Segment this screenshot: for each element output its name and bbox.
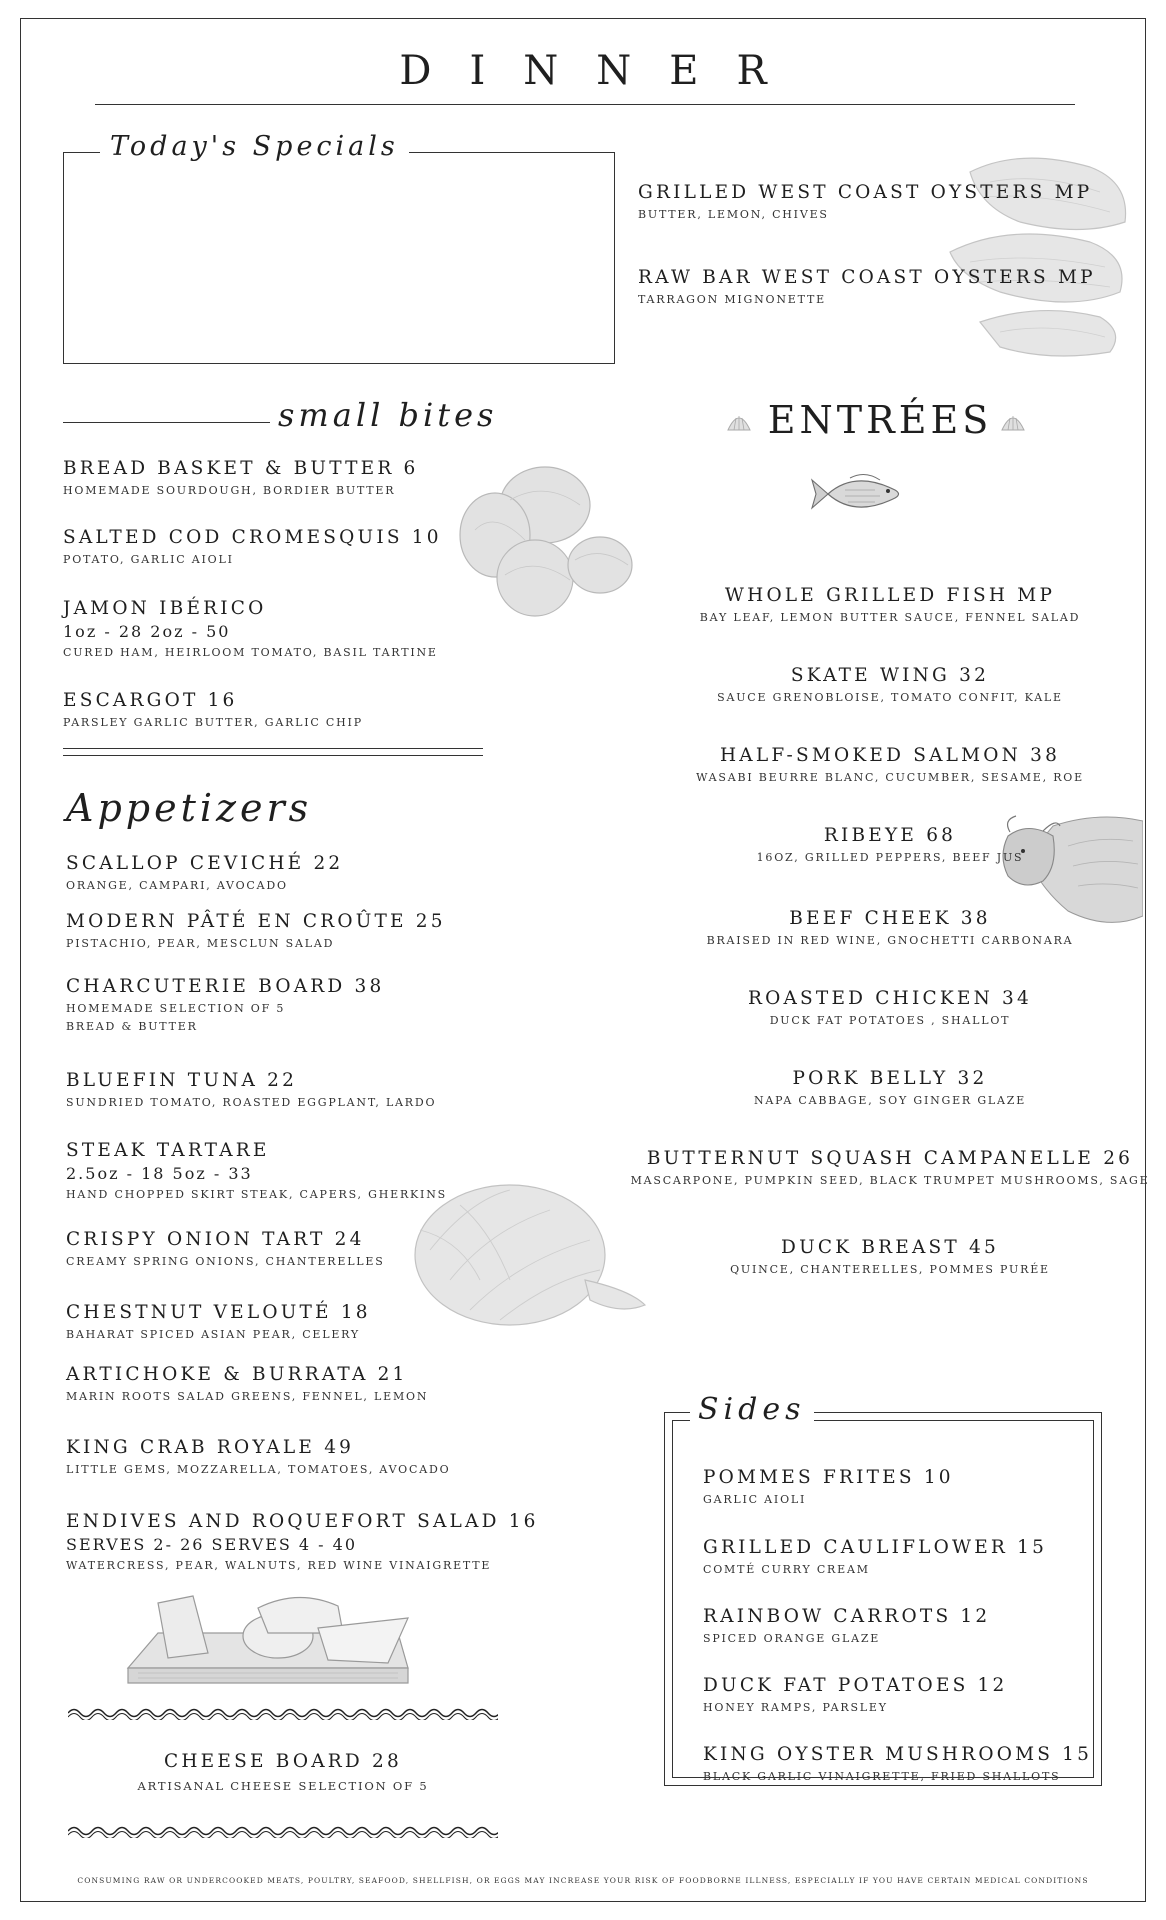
entree-name: SKATE WING 32 — [790, 665, 990, 686]
appetizer-name: ARTICHOKE & BURRATA 21 — [66, 1364, 408, 1385]
oyster-item-desc: TARRAGON MIGNONETTE — [638, 293, 826, 306]
fish-illustration-icon — [810, 466, 920, 522]
wave-divider — [68, 1706, 498, 1720]
entrees-title: ENTRÉES — [767, 398, 993, 442]
entree-name: HALF-SMOKED SALMON 38 — [719, 745, 1061, 766]
entree-desc: BAY LEAF, LEMON BUTTER SAUCE, FENNEL SALAD — [699, 611, 1081, 624]
appetizer-name: CHARCUTERIE BOARD 38 — [66, 976, 385, 997]
small-bite-name: BREAD BASKET & BUTTER 6 — [63, 458, 419, 479]
side-name: KING OYSTER MUSHROOMS 15 — [703, 1744, 1093, 1765]
small-bites-double-rule — [63, 748, 483, 756]
appetizer-name: KING CRAB ROYALE 49 — [66, 1437, 355, 1458]
title-rule — [95, 104, 1075, 105]
appetizer-name: STEAK TARTARE — [66, 1140, 270, 1161]
specials-box — [63, 152, 615, 364]
side-name: GRILLED CAULIFLOWER 15 — [703, 1537, 1048, 1558]
entree-desc: NAPA CABBAGE, SOY GINGER GLAZE — [753, 1094, 1027, 1107]
entree-desc: WASABI BEURRE BLANC, CUCUMBER, SESAME, ROE — [696, 771, 1084, 784]
small-bite-desc: PARSLEY GARLIC BUTTER, GARLIC CHIP — [63, 716, 363, 729]
entree-desc: MASCARPONE, PUMPKIN SEED, BLACK TRUMPET MUSHROOMS, SAGE — [630, 1174, 1150, 1187]
small-bite-name: SALTED COD CROMESQUIS 10 — [63, 527, 442, 548]
appetizer-desc: ORANGE, CAMPARI, AVOCADO — [66, 879, 288, 892]
side-desc: BLACK GARLIC VINAIGRETTE, FRIED SHALLOTS — [703, 1770, 1061, 1783]
entree-name: DUCK BREAST 45 — [781, 1237, 999, 1258]
appetizer-desc: MARIN ROOTS SALAD GREENS, FENNEL, LEMON — [66, 1390, 429, 1403]
cheese-board-desc: ARTISANAL CHEESE SELECTION OF 5 — [137, 1779, 429, 1793]
entree-name: RIBEYE 68 — [823, 825, 957, 846]
oyster-item-name: GRILLED WEST COAST OYSTERS MP — [638, 182, 1093, 203]
appetizer-desc: LITTLE GEMS, MOZZARELLA, TOMATOES, AVOCADO — [66, 1463, 451, 1476]
food-safety-disclaimer: CONSUMING RAW OR UNDERCOOKED MEATS, POULTRY, SEAFOOD, SHELLFISH, OR EGGS MAY INCREASE YOUR RISK OF FOODBORNE ILLNESS, ESPECIALLY IF YOU HAVE CERTAIN MEDICAL CONDITIONS — [77, 1876, 1089, 1885]
small-bite-desc: POTATO, GARLIC AIOLI — [63, 553, 234, 566]
appetizer-desc: CREAMY SPRING ONIONS, CHANTERELLES — [66, 1255, 385, 1268]
menu-title: DINNER — [399, 48, 805, 94]
appetizer-desc: HOMEMADE SELECTION OF 5 — [66, 1002, 286, 1015]
small-bite-name: ESCARGOT 16 — [63, 690, 238, 711]
entree-desc: 16OZ, GRILLED PEPPERS, BEEF JUS — [756, 851, 1024, 864]
side-desc: HONEY RAMPS, PARSLEY — [703, 1701, 888, 1714]
oysters-illustration-icon — [940, 142, 1140, 362]
appetizer-desc: HAND CHOPPED SKIRT STEAK, CAPERS, GHERKINS — [66, 1188, 447, 1201]
small-bite-desc: CURED HAM, HEIRLOOM TOMATO, BASIL TARTINE — [63, 646, 438, 659]
small-bites-rule — [63, 422, 270, 423]
small-bite-prices: 1oz - 28 2oz - 50 — [63, 622, 231, 641]
oyster-item-name: RAW BAR WEST COAST OYSTERS MP — [638, 267, 1096, 288]
side-name: POMMES FRITES 10 — [703, 1467, 954, 1488]
wave-divider — [68, 1824, 498, 1838]
appetizer-name: BLUEFIN TUNA 22 — [66, 1070, 298, 1091]
side-name: RAINBOW CARROTS 12 — [703, 1606, 991, 1627]
appetizers-title: Appetizers — [66, 786, 313, 830]
entree-desc: QUINCE, CHANTERELLES, POMMES PURÉE — [730, 1263, 1050, 1276]
cheese-board-name: CHEESE BOARD 28 — [163, 1751, 402, 1772]
side-desc: GARLIC AIOLI — [703, 1493, 807, 1506]
entree-name: BUTTERNUT SQUASH CAMPANELLE 26 — [646, 1148, 1134, 1169]
side-desc: SPICED ORANGE GLAZE — [703, 1632, 881, 1645]
specials-title: Today's Specials — [100, 131, 409, 162]
appetizer-desc: WATERCRESS, PEAR, WALNUTS, RED WINE VINAIGRETTE — [66, 1559, 492, 1572]
entree-desc: BRAISED IN RED WINE, GNOCHETTI CARBONARA — [706, 934, 1074, 947]
entree-name: PORK BELLY 32 — [792, 1068, 988, 1089]
appetizer-desc: SUNDRIED TOMATO, ROASTED EGGPLANT, LARDO — [66, 1096, 437, 1109]
side-name: DUCK FAT POTATOES 12 — [703, 1675, 1008, 1696]
small-bites-title: small bites — [278, 396, 498, 434]
appetizer-prices: 2.5oz - 18 5oz - 33 — [66, 1164, 253, 1183]
cheese-board-illustration-icon — [118, 1588, 418, 1698]
entree-desc: DUCK FAT POTATOES , SHALLOT — [769, 1014, 1011, 1027]
entree-name: ROASTED CHICKEN 34 — [748, 988, 1032, 1009]
entree-desc: SAUCE GRENOBLOISE, TOMATO CONFIT, KALE — [717, 691, 1063, 704]
entree-name: WHOLE GRILLED FISH MP — [724, 585, 1056, 606]
entree-name: BEEF CHEEK 38 — [789, 908, 991, 929]
appetizer-name: SCALLOP CEVICHÉ 22 — [66, 853, 344, 874]
appetizer-desc: PISTACHIO, PEAR, MESCLUN SALAD — [66, 937, 335, 950]
appetizer-desc-line2: BREAD & BUTTER — [66, 1020, 198, 1033]
small-bite-desc: HOMEMADE SOURDOUGH, BORDIER BUTTER — [63, 484, 396, 497]
side-desc: COMTÉ CURRY CREAM — [703, 1563, 870, 1576]
oyster-item-desc: BUTTER, LEMON, CHIVES — [638, 208, 829, 221]
appetizer-name: ENDIVES AND ROQUEFORT SALAD 16 — [66, 1511, 539, 1532]
appetizer-prices: SERVES 2- 26 SERVES 4 - 40 — [66, 1535, 358, 1554]
appetizer-name: MODERN PÂTÉ EN CROÛTE 25 — [66, 911, 446, 932]
sides-title: Sides — [690, 1392, 814, 1427]
appetizer-name: CHESTNUT VELOUTÉ 18 — [66, 1302, 371, 1323]
appetizer-desc: BAHARAT SPICED ASIAN PEAR, CELERY — [66, 1328, 360, 1341]
small-bite-name: JAMON IBÉRICO — [63, 598, 267, 619]
appetizer-name: CRISPY ONION TART 24 — [66, 1229, 365, 1250]
